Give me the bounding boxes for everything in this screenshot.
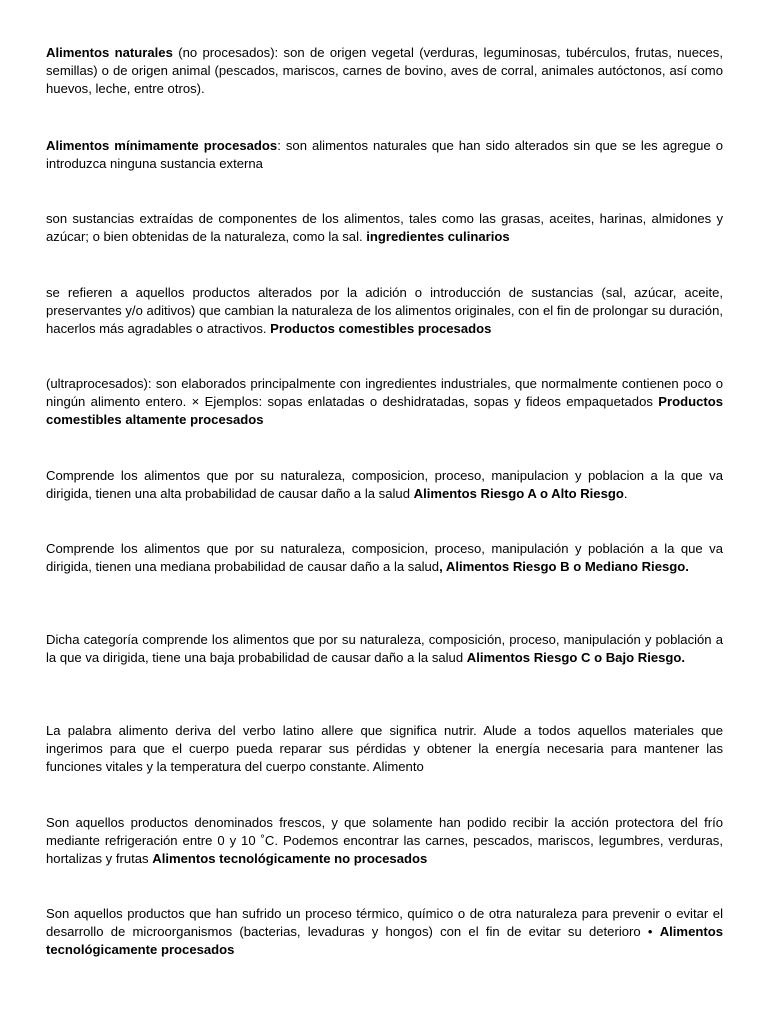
term-bold: Alimentos tecnológicamente procesados (46, 924, 723, 958)
paragraph-text: (ultraprocesados): son elaborados principalmente con ingredientes industriales, que normalmente contienen poco o ningún alimento entero. × Ejemplos: sopas enlatadas o deshidratadas, sopas y fideos empaquetados (46, 376, 723, 410)
paragraph-text: Son aquellos productos que han sufrido un proceso térmico, químico o de otra naturaleza para prevenir o evitar el desarrollo de microorganismos (bacterias, levaduras y hongos) con el fin de evitar su deterioro • (46, 906, 723, 940)
term-bold: Productos comestibles procesados (270, 321, 492, 337)
term-bold: Productos comestibles altamente procesados (46, 394, 723, 428)
term-bold: Alimentos naturales (46, 45, 173, 60)
term-bold: Alimentos tecnológicamente no procesados (152, 851, 428, 867)
paragraph-riesgo-c (46, 631, 723, 667)
paragraph-no-procesados-tecnologicamente (46, 814, 723, 869)
paragraph-riesgo-a (46, 467, 723, 503)
paragraph-text: Son aquellos productos denominados frescos, y que solamente han podido recibir la acción protectora del frío mediante refrigeración entre 0 y 10 ˚C. Podemos encontrar las carnes, pescados, mariscos, legumbres, verduras, hortalizas y frutas (46, 815, 723, 867)
paragraph-text: La palabra alimento deriva del verbo latino allere que significa nutrir. Alude a todos aquellos materiales que ingerimos para que el cuerpo pueda reparar sus pérdidas y obtener la energía necesaria para mantener las funciones vitales y la temperatura del cuerpo constante. Alimento (46, 723, 723, 775)
paragraph-procesados-tecnologicamente (46, 905, 723, 960)
paragraph-text: Dicha categoría comprende los alimentos que por su naturaleza, composición, proceso, manipulación y población a la que va dirigida, tiene una baja probabilidad de causar daño a la salud (46, 632, 723, 666)
paragraph-text: son sustancias extraídas de componentes de los alimentos, tales como las grasas, aceites, harinas, almidones y azúcar; o bien obtenidas de la naturaleza, como la sal. (46, 211, 723, 245)
paragraph-text: Comprende los alimentos que por su naturaleza, composicion, proceso, manipulacion y poblacion a la que va dirigida, tienen una alta probabilidad de causar daño a la salud (46, 468, 723, 502)
paragraph-alimentos-naturales (46, 44, 723, 99)
paragraph-text: : son alimentos naturales que han sido alterados sin que se les agregue o introduzca ninguna sustancia externa (46, 138, 723, 172)
term-bold: ingredientes culinarios (366, 229, 510, 245)
paragraph-text: Comprende los alimentos que por su naturaleza, composicion, proceso, manipulación y población a la que va dirigida, tienen una mediana probabilidad de causar daño a la salud (46, 541, 723, 575)
term-bold: Alimentos Riesgo A o Alto Riesgo (413, 486, 624, 502)
paragraph-text: (no procesados): son de origen vegetal (verduras, leguminosas, tubérculos, frutas, nueces, semillas) o de origen animal (pescados, mariscos, carnes de bovino, aves de corral, animales autóctonos, así como huevos, leche, entre otros). (46, 45, 723, 97)
paragraph-minimamente-procesados (46, 137, 723, 173)
paragraph-riesgo-b (46, 540, 723, 576)
paragraph-alimento (46, 722, 723, 777)
paragraph-text: se refieren a aquellos productos alterados por la adición o introducción de sustancias (sal, azúcar, aceite, preservantes y/o aditivos) que cambian la naturaleza de los alimentos originales, con el fin de prolongar su duración, hacerlos más agradables o atractivos. (46, 285, 723, 337)
term-bold: , Alimentos Riesgo B o Mediano Riesgo. (439, 559, 689, 575)
paragraph-altamente-procesados (46, 375, 723, 430)
term-bold: Alimentos mínimamente procesados (46, 138, 278, 153)
paragraph-text-end: . (623, 486, 628, 502)
paragraph-productos-procesados (46, 284, 723, 339)
paragraph-ingredientes-culinarios (46, 210, 723, 246)
term-bold: Alimentos Riesgo C o Bajo Riesgo. (466, 650, 686, 666)
